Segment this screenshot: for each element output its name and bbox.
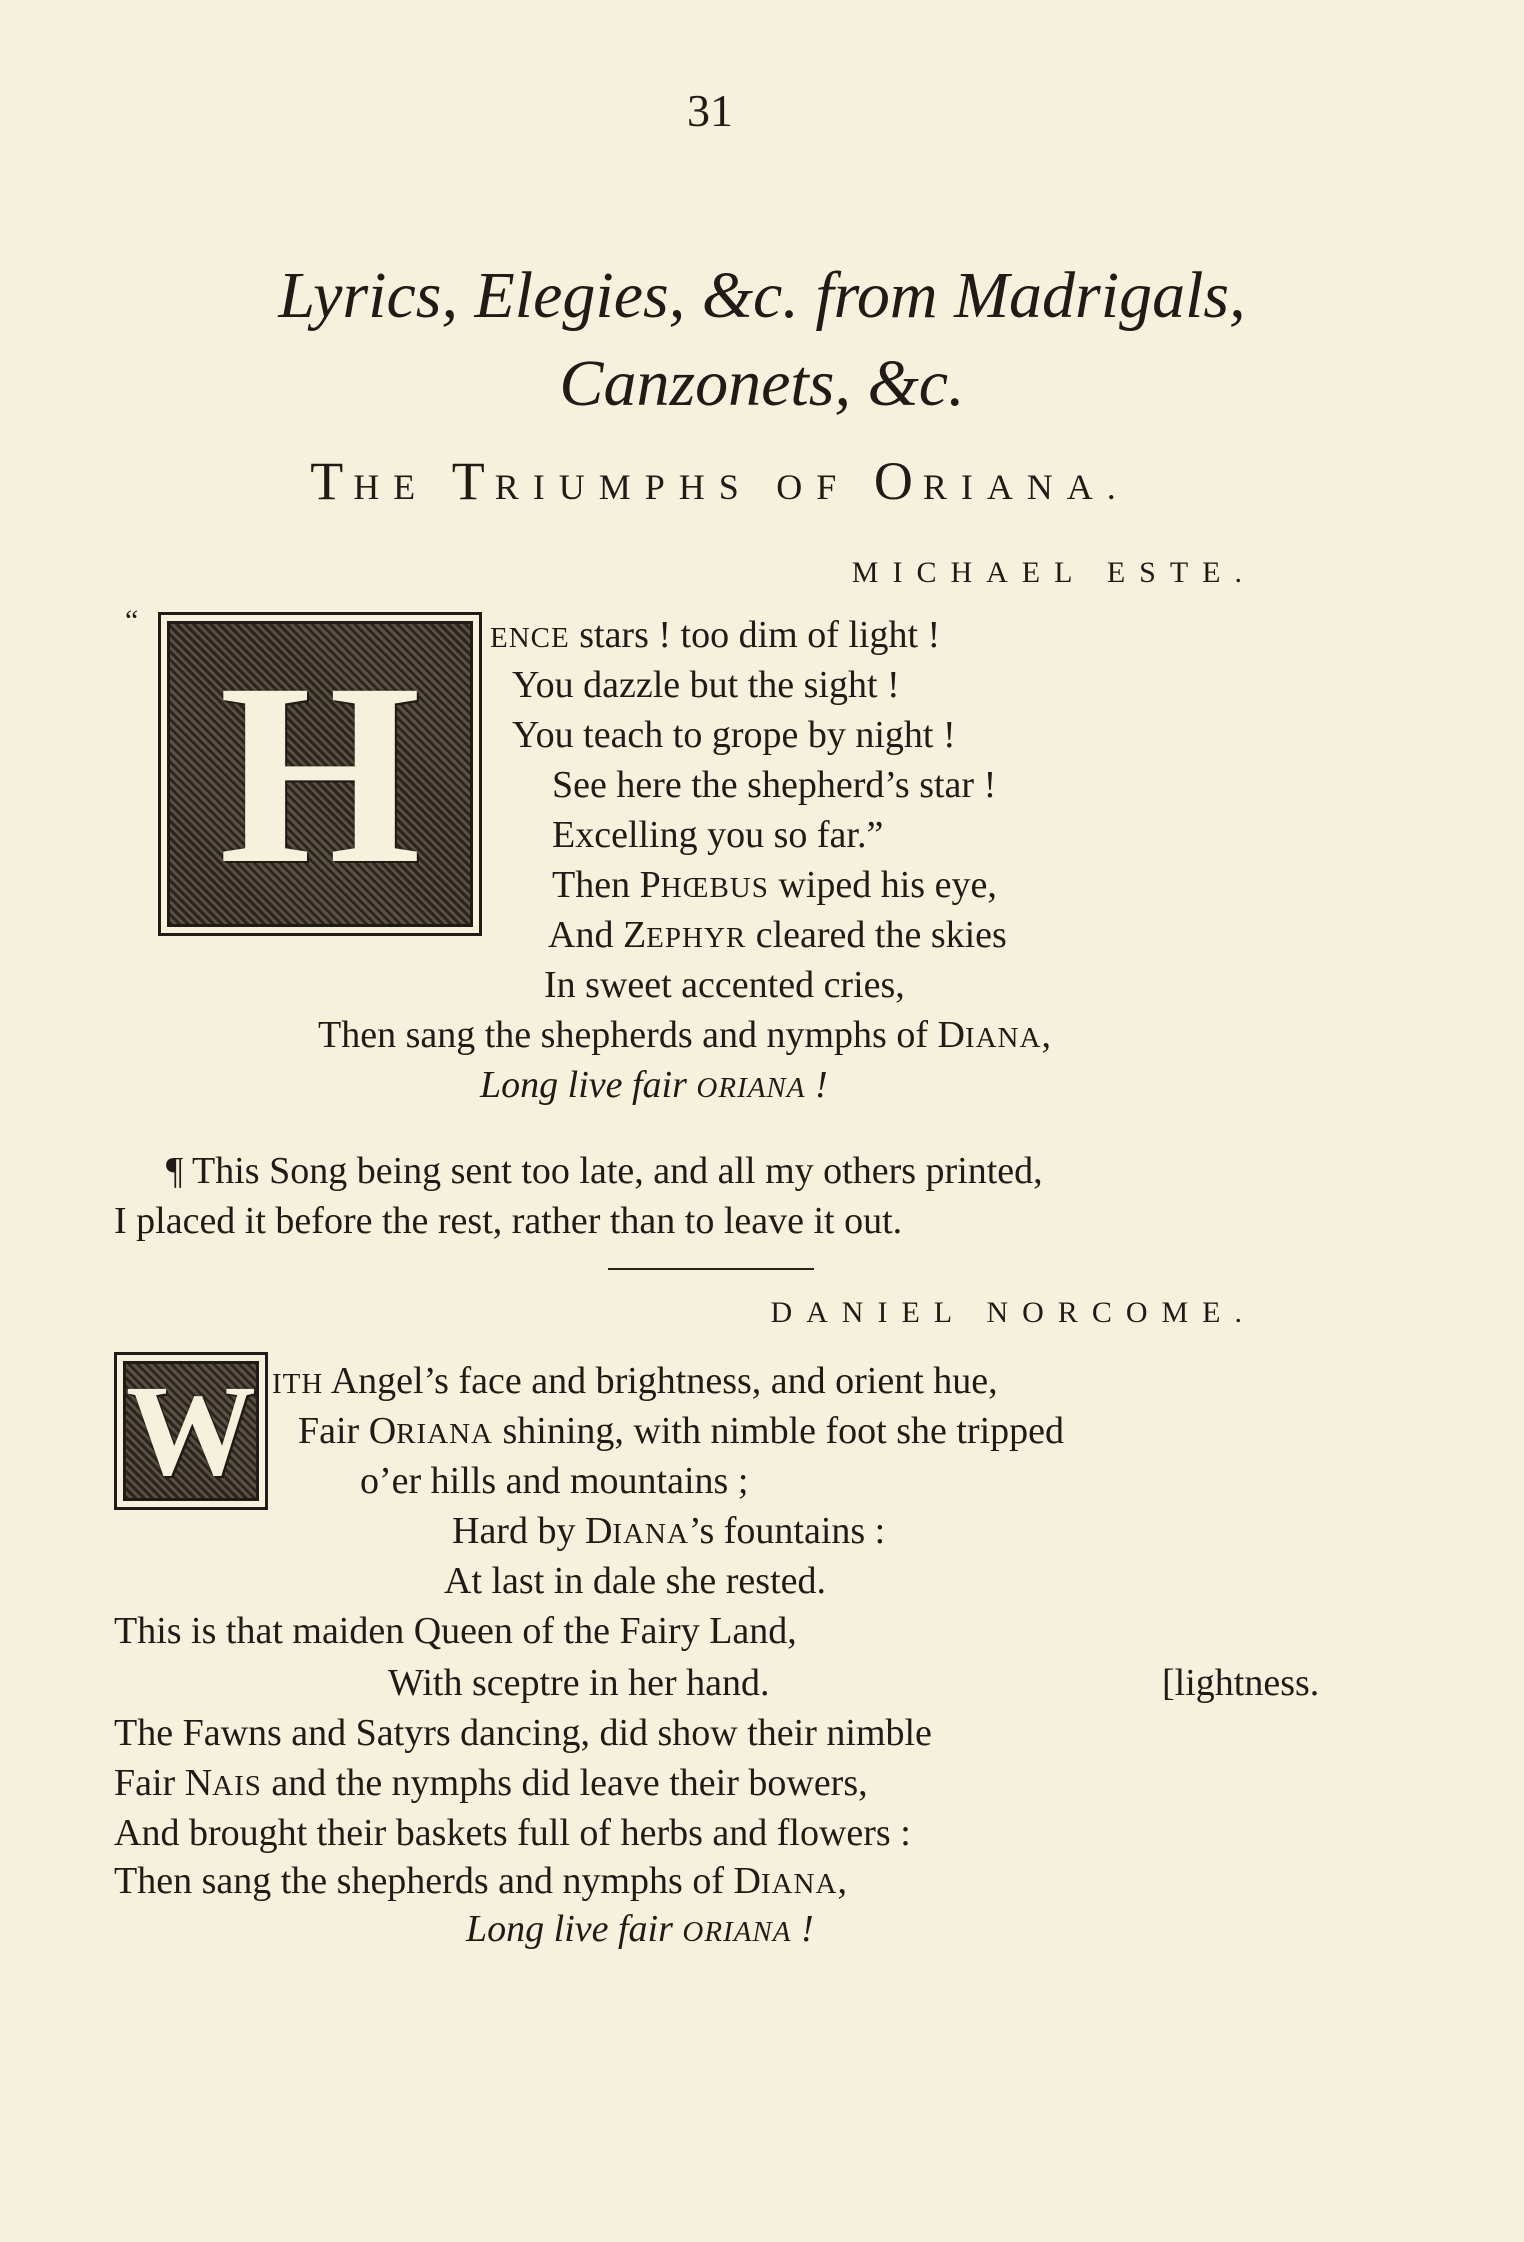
poem1-line: You dazzle but the sight ! <box>512 664 900 706</box>
chapter-heading-line-1: Lyrics, Elegies, &c. from Madrigals, <box>278 259 1246 332</box>
poem1-line: See here the shepherd’s star ! <box>552 764 997 806</box>
poem2-author: DANIEL NORCOME. <box>770 1296 1256 1329</box>
poem2-line: The Fawns and Satyrs dancing, did show their nimble <box>114 1712 932 1754</box>
decorated-initial-w: W <box>114 1352 268 1510</box>
decorated-initial-h: H <box>158 612 482 936</box>
poem1-line: Then PHŒBUS wiped his eye, <box>552 864 997 906</box>
poem2-line: With sceptre in her hand. <box>388 1662 770 1704</box>
poem1-line: In sweet accented cries, <box>544 964 905 1006</box>
poem1-author: MICHAEL ESTE. <box>851 556 1256 589</box>
poem2-line: And brought their baskets full of herbs and flowers : <box>114 1812 911 1854</box>
poem1-line: And ZEPHYR cleared the skies <box>548 914 1007 956</box>
poem1-line: Then sang the shepherds and nymphs of DIANA, <box>318 1014 1051 1056</box>
poem1-refrain: Long live fair ORIANA ! <box>480 1064 828 1106</box>
poem2-line: Fair ORIANA shining, with nimble foot she tripped <box>298 1410 1065 1452</box>
chapter-heading-line-2: Canzonets, &c. <box>559 347 965 420</box>
poem2-line: Hard by DIANA’s fountains : <box>452 1510 886 1552</box>
poem1-line: Excelling you so far.” <box>552 814 884 856</box>
poem1-line: ENCE stars ! too dim of light ! <box>490 614 941 656</box>
poem2-line: This is that maiden Queen of the Fairy Land, <box>114 1610 797 1652</box>
section-divider <box>608 1268 814 1270</box>
poem2-line: Then sang the shepherds and nymphs of DIANA, <box>114 1860 847 1902</box>
poem2-line: ITH Angel’s face and brightness, and orient hue, <box>272 1360 998 1402</box>
poem1-line: You teach to grope by night ! <box>512 714 956 756</box>
note-line-2: I placed it before the rest, rather than to leave it out. <box>114 1200 903 1242</box>
poem2-line: Fair NAIS and the nymphs did leave their bowers, <box>114 1762 868 1804</box>
poem1-open-quote: “ <box>125 604 139 637</box>
note-line-1: ¶ This Song being sent too late, and all my others printed, <box>166 1150 1043 1192</box>
poem2-overflow-word: [lightness. <box>1162 1662 1320 1704</box>
poem2-line: o’er hills and mountains ; <box>360 1460 749 1502</box>
poem2-refrain: Long live fair ORIANA ! <box>466 1908 814 1950</box>
page-number: 31 <box>687 85 733 136</box>
song-title: THE TRIUMPHS OF ORIANA. <box>310 451 1130 511</box>
poem2-line: At last in dale she rested. <box>444 1560 827 1602</box>
